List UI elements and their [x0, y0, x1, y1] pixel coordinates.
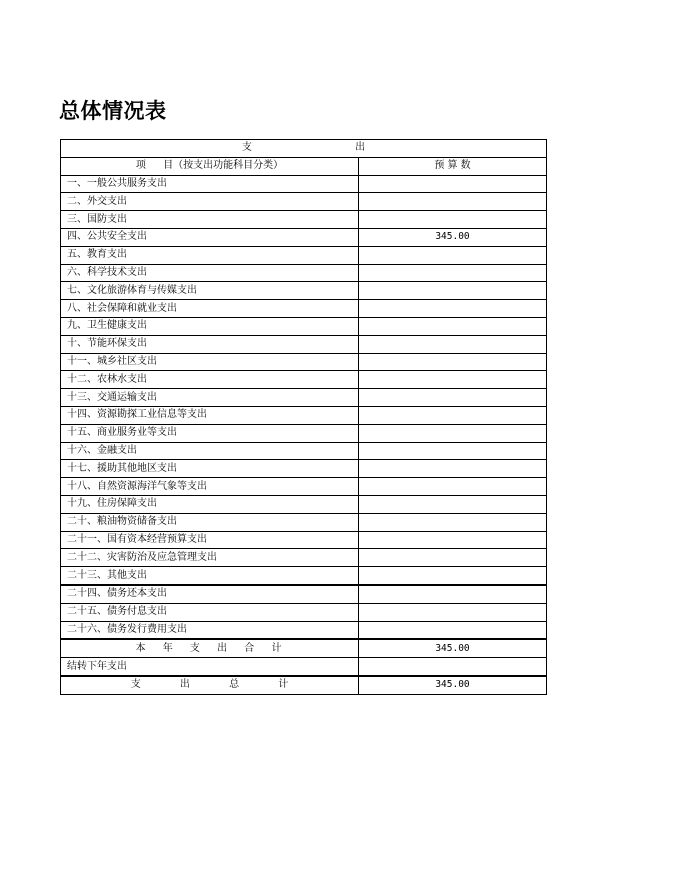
expenditure-item: 二十二、灾害防治及应急管理支出	[61, 549, 359, 567]
table-row	[61, 603, 547, 621]
budget-amount	[359, 567, 547, 585]
expenditure-item: 二十一、国有资本经营预算支出	[61, 531, 359, 549]
budget-amount	[359, 495, 547, 513]
table-row	[61, 460, 547, 478]
carry-forward-row	[61, 658, 547, 676]
table-row	[61, 567, 547, 585]
table-row	[61, 282, 547, 300]
budget-amount	[359, 389, 547, 407]
table-row	[61, 317, 547, 335]
table-row	[61, 513, 547, 531]
table-row	[61, 621, 547, 639]
budget-amount	[359, 300, 547, 318]
group-header-cell: 支 出	[61, 140, 547, 158]
table-row	[61, 353, 547, 371]
budget-amount	[359, 478, 547, 496]
table-row	[61, 585, 547, 603]
item-column-header: 项 目（按支出功能科目分类）	[61, 157, 359, 175]
expenditure-item: 二十五、债务付息支出	[61, 603, 359, 621]
budget-amount	[359, 353, 547, 371]
budget-amount: 345.00	[359, 228, 547, 246]
budget-amount	[359, 621, 547, 639]
table-row	[61, 264, 547, 282]
expenditure-item: 一、一般公共服务支出	[61, 175, 359, 193]
table-row	[61, 300, 547, 318]
budget-amount	[359, 406, 547, 424]
expenditure-item: 二十六、债务发行费用支出	[61, 621, 359, 639]
grand-total-label: 支 出 总 计	[61, 676, 359, 694]
table-row	[61, 389, 547, 407]
table-row	[61, 371, 547, 389]
expenditure-item: 二十四、债务还本支出	[61, 585, 359, 603]
current-year-total-amount: 345.00	[359, 639, 547, 657]
group-header-row	[61, 140, 547, 158]
grand-total-amount: 345.00	[359, 676, 547, 694]
table-row	[61, 335, 547, 353]
expenditure-item: 十二、农林水支出	[61, 371, 359, 389]
table-row	[61, 531, 547, 549]
table-row	[61, 246, 547, 264]
budget-amount	[359, 442, 547, 460]
page-title: 总体情况表	[59, 99, 167, 123]
expenditure-item: 十五、商业服务业等支出	[61, 424, 359, 442]
budget-amount	[359, 424, 547, 442]
table-body	[61, 140, 547, 695]
budget-amount	[359, 246, 547, 264]
expenditure-item: 二十三、其他支出	[61, 567, 359, 585]
expenditure-item: 十九、住房保障支出	[61, 495, 359, 513]
budget-amount	[359, 603, 547, 621]
budget-amount	[359, 211, 547, 229]
budget-amount	[359, 460, 547, 478]
expenditure-item: 五、教育支出	[61, 246, 359, 264]
budget-amount	[359, 335, 547, 353]
budget-amount	[359, 549, 547, 567]
budget-amount	[359, 193, 547, 211]
budget-amount	[359, 531, 547, 549]
expenditure-item: 十六、金融支出	[61, 442, 359, 460]
table-row	[61, 424, 547, 442]
table-row	[61, 406, 547, 424]
current-year-total-row	[61, 639, 547, 657]
expenditure-item: 八、社会保障和就业支出	[61, 300, 359, 318]
budget-amount	[359, 317, 547, 335]
expenditure-item: 三、国防支出	[61, 211, 359, 229]
expenditure-item: 二、外交支出	[61, 193, 359, 211]
expenditure-item: 十八、自然资源海洋气象等支出	[61, 478, 359, 496]
carry-forward-amount	[359, 658, 547, 676]
expenditure-item: 六、科学技术支出	[61, 264, 359, 282]
expenditure-item: 十七、援助其他地区支出	[61, 460, 359, 478]
table-row	[61, 495, 547, 513]
table-row	[61, 549, 547, 567]
current-year-total-label: 本 年 支 出 合 计	[61, 639, 359, 657]
table-row	[61, 442, 547, 460]
expenditure-item: 七、文化旅游体育与传媒支出	[61, 282, 359, 300]
table-row	[61, 211, 547, 229]
expenditure-item: 二十、粮油物资储备支出	[61, 513, 359, 531]
table-row	[61, 478, 547, 496]
budget-amount	[359, 585, 547, 603]
expenditure-item: 十一、城乡社区支出	[61, 353, 359, 371]
amount-column-header: 预 算 数	[359, 157, 547, 175]
budget-amount	[359, 175, 547, 193]
budget-amount	[359, 264, 547, 282]
table-row	[61, 228, 547, 246]
expenditure-item: 十、节能环保支出	[61, 335, 359, 353]
expenditure-summary-table	[60, 139, 547, 695]
carry-forward-label: 结转下年支出	[61, 658, 359, 676]
column-header-row	[61, 157, 547, 175]
budget-amount	[359, 282, 547, 300]
table-row	[61, 175, 547, 193]
expenditure-item: 十三、交通运输支出	[61, 389, 359, 407]
budget-amount	[359, 513, 547, 531]
grand-total-row	[61, 676, 547, 694]
expenditure-item: 四、公共安全支出	[61, 228, 359, 246]
table-row	[61, 193, 547, 211]
budget-amount	[359, 371, 547, 389]
expenditure-item: 十四、资源勘探工业信息等支出	[61, 406, 359, 424]
expenditure-item: 九、卫生健康支出	[61, 317, 359, 335]
